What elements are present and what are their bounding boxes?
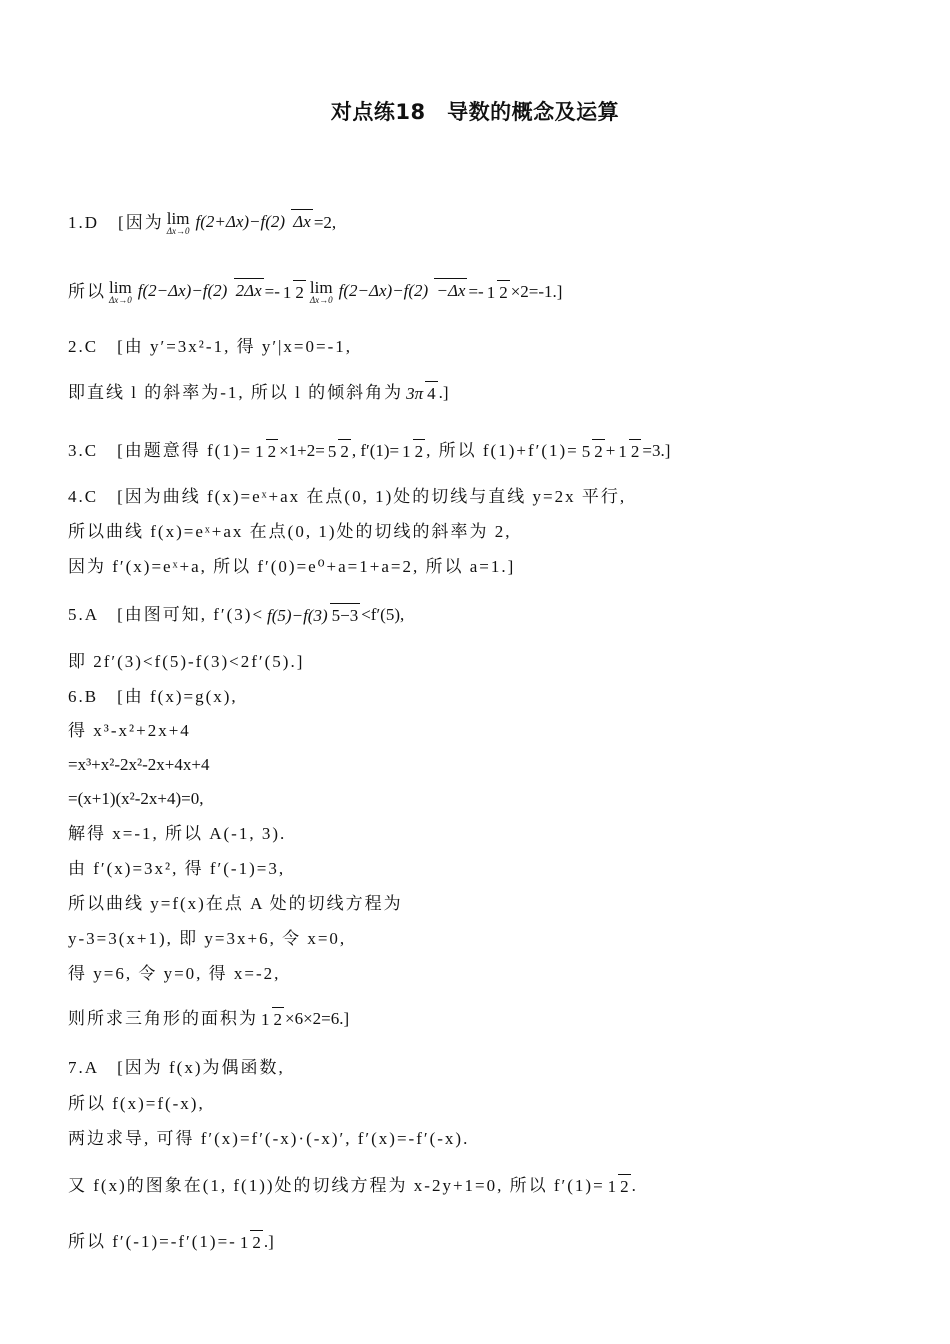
answer-6-line-4: =(x+1)(x²-2x+4)=0, — [68, 789, 204, 808]
answer-6-line-3: =x³+x²-2x²-2x+4x+4 — [68, 755, 210, 774]
answer-6-line-9: 得 y=6, 令 y=0, 得 x=-2, — [68, 964, 281, 983]
answer-7-line-5: 所以 f′(-1)=-f′(1)=- 1 2 .] — [68, 1231, 274, 1253]
answer-3-line-1: 3.C [由题意得 f(1)= 1 2 ×1+2= 5 2 , f′(1)= 1 2 , 所以 f(1)+f′(1)= 5 2 + 1 2 =3.] — [68, 440, 670, 462]
answer-2-line-2: 即直线 l 的斜率为-1, 所以 l 的倾斜角为 3π 4 .] — [68, 382, 449, 404]
answer-7-line-3: 两边求导, 可得 f′(x)=f′(-x)·(-x)′, f′(x)=-f′(-x). — [68, 1129, 470, 1148]
answer-6-line-10: 则所求三角形的面积为 1 2 ×6×2=6.] — [68, 1008, 349, 1030]
answer-2-line-1: 2.C [由 y′=3x²-1, 得 y′|x=0=-1, — [68, 337, 353, 356]
answer-5-line-1: 5.A [由图可知, f′(3)< f(5)−f(3) 5−3 <f′(5), — [68, 604, 404, 626]
answer-7-line-4: 又 f(x)的图象在(1, f(1))处的切线方程为 x-2y+1=0, 所以 f′(1)= 1 2 . — [68, 1175, 636, 1197]
page-title: 对点练18 导数的概念及运算 — [330, 100, 620, 124]
answer-5-line-2: 即 2f′(3)<f(5)-f(3)<2f′(5).] — [68, 652, 305, 671]
answer-4-line-2: 所以曲线 f(x)=eˣ+ax 在点(0, 1)处的切线的斜率为 2, — [68, 522, 512, 541]
answer-7-line-2: 所以 f(x)=f(-x), — [68, 1094, 205, 1113]
answer-6-line-2: 得 x³-x²+2x+4 — [68, 721, 191, 740]
answer-6-line-6: 由 f′(x)=3x², 得 f′(-1)=3, — [68, 859, 286, 878]
answer-6-line-7: 所以曲线 y=f(x)在点 A 处的切线方程为 — [68, 894, 403, 913]
answer-6-line-1: 6.B [由 f(x)=g(x), — [68, 687, 238, 706]
answer-6-line-8: y-3=3(x+1), 即 y=3x+6, 令 x=0, — [68, 929, 347, 948]
answer-7-line-1: 7.A [因为 f(x)为偶函数, — [68, 1058, 285, 1077]
answer-1-line-2: 所以 lim Δx→0 f(2−Δx)−f(2) 2Δx =- 1 2 lim Δx→0 f(2−Δx)−f(2) −Δx =- 1 2 ×2=-1.] — [68, 278, 563, 305]
answer-6-line-5: 解得 x=-1, 所以 A(-1, 3). — [68, 824, 287, 843]
answer-4-line-3: 因为 f′(x)=eˣ+a, 所以 f′(0)=e⁰+a=1+a=2, 所以 a=1.] — [68, 557, 516, 576]
limit-fraction: lim Δx→0 f(2+Δx)−f(2) Δx — [166, 209, 311, 236]
answer-4-line-1: 4.C [因为曲线 f(x)=eˣ+ax 在点(0, 1)处的切线与直线 y=2x 平行, — [68, 487, 627, 506]
answer-1-line-1: 1.D [因为 lim Δx→0 f(2+Δx)−f(2) Δx =2, — [68, 209, 337, 236]
